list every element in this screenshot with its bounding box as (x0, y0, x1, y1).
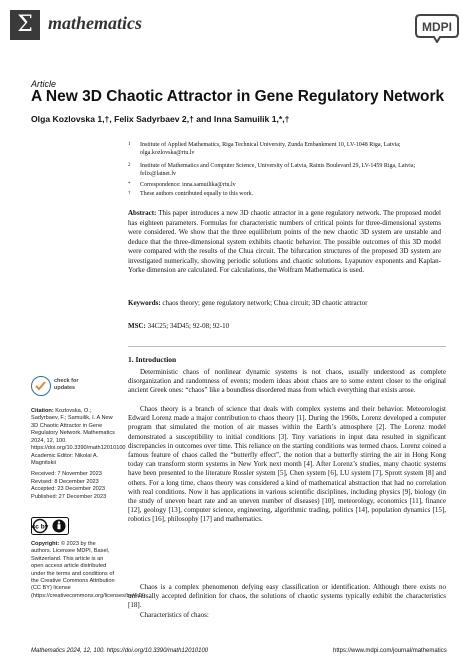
published-date: Published: 27 December 2023 (31, 493, 107, 500)
abstract-text: This paper introduces a new 3D chaotic attractor in a gene regulatory network. The proposed model has eighteen parameters. Formulas for characteristic numbers of critical points for three-dimensional systems were considered. We show that the three equilibrium points of the new chaotic 3D system are unstable and deduce that the three-dimensional system exhibits chaotic behavior. The possible outcomes of this 3D model were compared with the results of the Chua circuit. The bifurcation structures of the proposed 3D system are investigated numerically, showing periodic solutions and chaotic solutions. Lyapunov exponents and Kaplan-Yorke dimension are calculated. For calculations, the Wolfram Mathematica is used. (128, 209, 442, 274)
cc-by-license-icon[interactable] (31, 517, 69, 535)
citation-block (31, 408, 126, 452)
affiliation-mark: † (128, 191, 131, 196)
abstract-label: Abstract: (128, 209, 157, 217)
section-heading: 1. Introduction (128, 355, 177, 364)
affiliation-mark: * (128, 182, 131, 187)
paragraph: Chaos is a complex phenomenon defying easy classification or identification. Although there exists no universally accepted definition for chaos, the solutions of chaotic systems typically exhibit the characteristics [18]. (128, 583, 446, 610)
citation-label: Citation: (31, 408, 54, 414)
author-list[interactable]: Olga Kozlovska 1,†, Felix Sadyrbaev 2,† and Inna Samuilik 1,*,† (31, 114, 290, 124)
mdpi-logo[interactable] (414, 13, 460, 43)
check-for-updates-badge[interactable] (31, 376, 115, 398)
paragraph: Characteristics of chaos: (140, 611, 209, 619)
affiliation-mark: 1 (128, 142, 131, 147)
copyright-text: © 2023 by the authors. Licensee MDPI, Basel, Switzerland. This article is an open access article distributed under the terms and conditions of the Creative Commons Attribution (CC BY) license (https://creativecommons.org/licenses/by/4.0/). (31, 541, 147, 599)
accepted-date: Accepted: 23 December 2023 (31, 486, 106, 492)
correspondence-text[interactable]: Correspondence: inna.samuilika@rtu.lv (140, 182, 236, 188)
journal-logo: Σ (10, 10, 40, 40)
paragraph: Deterministic chaos of nonlinear dynamic systems is not chaos, usually understood as complete disorganization and randomness of events; modern ideas about chaos are to some extent closer to the original ancient Greek ones: “chaos” like a boundless disordered mass from which everything that exists arose. (128, 368, 446, 395)
keywords-label: Keywords: (128, 299, 161, 307)
footer-citation[interactable]: Mathematics 2024, 12, 100. https://doi.org/10.3390/math12010100 (31, 648, 209, 654)
check-updates-icon (31, 376, 51, 396)
check-updates-line1: check for (54, 378, 79, 384)
equal-contribution-text: These authors contributed equally to this work. (140, 191, 254, 197)
cc-label: cc by (31, 523, 49, 531)
copyright-block (31, 541, 147, 600)
mdpi-logo-text: MDPI (422, 20, 452, 34)
copyright-label: Copyright: (31, 541, 60, 547)
journal-name[interactable]: mathematics (48, 13, 142, 33)
divider (128, 346, 446, 347)
revised-date: Revised: 8 December 2023 (31, 478, 99, 485)
msc-label: MSC: (128, 322, 146, 330)
check-updates-line2: updates (54, 384, 76, 391)
msc-text: 34C25; 34D45; 92-08; 92-10 (147, 322, 230, 330)
affiliation-text: Institute of Applied Mathematics, Riga Technical University, Zunda Embankment 10, LV-1048 Riga, Latvia; olga.kozlovska@rtu.lv (140, 142, 401, 156)
footer-journal-url[interactable]: https://www.mdpi.com/journal/mathematics (333, 648, 447, 654)
check-updates-text (54, 378, 78, 391)
citation-text[interactable]: Kozlovska, O.; Sadyrbaev, F.; Samuilik, I. A New 3D Chaotic Attractor in Gene Regulatory Network. Mathematics 2024, 12, 100. https://doi.org/10.3390/math12010100 (31, 408, 126, 452)
academic-editor: Academic Editor: Nikolai A. Magnitskii (31, 453, 99, 467)
received-date: Received: 7 November 2023 (31, 471, 102, 477)
msc-codes (128, 322, 441, 332)
article-type: Article (31, 79, 57, 89)
affiliation-mark: 2 (128, 163, 131, 168)
keywords (128, 299, 441, 309)
abstract (128, 209, 441, 276)
paragraph: Chaos theory is a branch of science that deals with complex systems and their behavior. Meteorologist Edward Lorenz made a major contribution to chaos theory [1]. During the 1960s, Lorenz developed a computer program that simulated the motion of air masses within the Earth’s atmosphere [2]. The Lorenz model demonstrated a susceptibility to initial conditions [3]. Tiny variations in input data resulted in significant discrepancies in outcomes over time. This reliance on the starting conditions was termed chaos. Lorenz coined a famous feature of chaos called the “butterfly effect”, the notion that a butterfly stirring the air in Hong Kong today can transform storm systems in New York next month [4]. After Lorenz’s studies, many chaotic systems have been presented to the literature Rossler system [5], Chen system [6], LU system [7], Sprott system [8] and others. For a long time, chaos theory was considered a kind of mathematical abstraction that had no correlation with real conditions. Now it has applications in various scientific disciplines, including physics [9], biology (in the study of uneven heart rate and an uneven number of diseases) [10], meteorology, economics [11], finance [12], geology [13], computer science, engineering, algorithmic trading, politics [14], population dynamics [15], robotics [16], philosophy [17] and mathematics. (128, 405, 446, 524)
keywords-text: chaos theory; gene regulatory network; Chua circuit; 3D chaotic attractor (162, 299, 368, 307)
page-title: A New 3D Chaotic Attractor in Gene Regulatory Network (31, 88, 445, 105)
affiliation-text: Institute of Mathematics and Computer Science, University of Latvia, Rainis Boulevard 29, LV-1459 Riga, Latvia; felix@latnet.lv (140, 163, 416, 177)
